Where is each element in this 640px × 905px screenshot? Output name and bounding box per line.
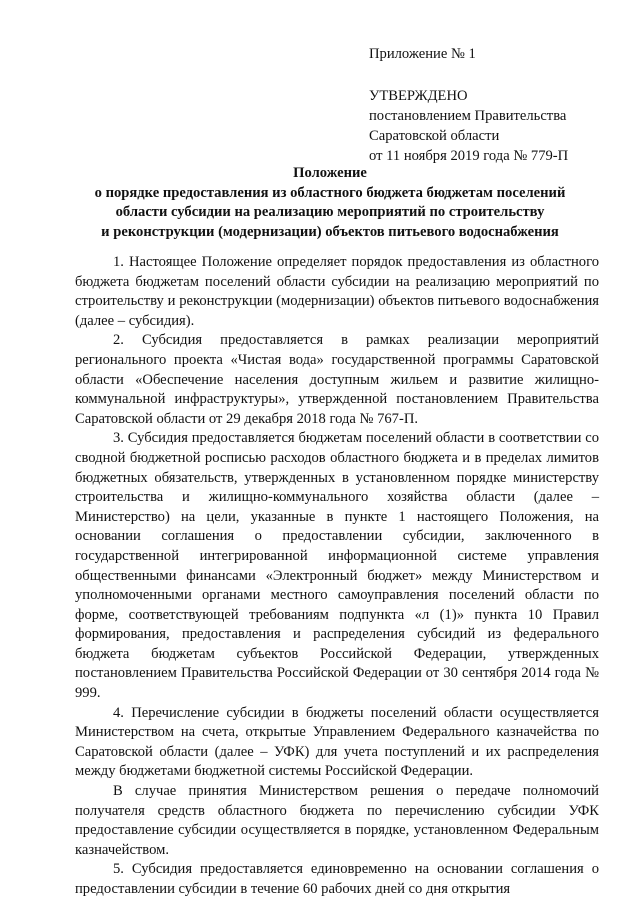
paragraph-4: 4. Перечисление субсидии в бюджеты поселений области осуществляется Министерством на счета, открытые Управлением Федерального казначейства по Саратовской области (далее – УФК) для учета поступлений и их распределения между бюджетами бюджетной системы Российской Федерации. [75, 704, 599, 780]
title-line-4: и реконструкции (модернизации) объектов питьевого водоснабжения [101, 223, 559, 240]
paragraph-1: 1. Настоящее Положение определяет порядок предоставления из областного бюджета бюджетам поселений области субсидии на реализацию мероприятий по строительству и реконструкции (модернизации) объектов питьевого водоснабжения (далее – субсидия). [75, 254, 599, 329]
document-body [75, 253, 599, 900]
title-line-3: области субсидии на реализацию мероприятий по строительству [115, 204, 545, 220]
paragraph-5: 5. Субсидия предоставляется единовременно на основании соглашения о предоставлении субсидии в течение 60 рабочих дней со дня открытия [75, 861, 599, 897]
approved-by-line-2: Саратовской области [369, 128, 500, 144]
approved-by-line-1: постановлением Правительства [369, 108, 567, 124]
approved-label: УТВЕРЖДЕНО [369, 88, 468, 104]
paragraph-4-continued: В случае принятия Министерством решения о передаче полномочий получателя средств областного бюджета по перечислению субсидии УФК предоставление субсидии осуществляется в порядке, установленном Федеральным казначейством. [75, 783, 599, 858]
title-line-1: Положение [293, 165, 367, 181]
approved-by-line-3: от 11 ноября 2019 года № 779-П [369, 148, 569, 164]
paragraph-2: 2. Субсидия предоставляется в рамках реализации мероприятий регионального проекта «Чистая вода» государственной программы Саратовской области «Обеспечение населения доступным жильем и развитие жилищно-коммунальной инфраструктуры», утвержденной постановлением Правительства Саратовской области от 29 декабря 2018 года № 767-П. [75, 332, 599, 427]
title-line-2: о порядке предоставления из областного бюджета бюджетам поселений [94, 184, 566, 201]
document-title [60, 164, 600, 242]
annex-number: Приложение № 1 [369, 46, 476, 62]
approval-stamp-block [369, 44, 629, 166]
paragraph-3: 3. Субсидия предоставляется бюджетам поселений области в соответствии со сводной бюджетной росписью расходов областного бюджета и в пределах лимитов бюджетных обязательств, утвержденных в установленном порядке министерству строительства и жилищно-коммунального хозяйства области (далее – Министерство) на цели, указанные в пункте 1 настоящего Положения, на основании соглашения о предоставлении субсидии, заключенного в государственной интегрированной информационной системе управления общественными финансами «Электронный бюджет» между Министерством и уполномоченными органами местного самоуправления поселений области по форме, соответствующей требованиям подпункта «л (1)» пункта 10 Правил формирования, предоставления и распределения субсидий из федерального бюджета бюджетам субъектов Российской Федерации, утвержденных постановлением Правительства Российской Федерации от 30 сентября 2014 года № 999. [75, 430, 599, 702]
